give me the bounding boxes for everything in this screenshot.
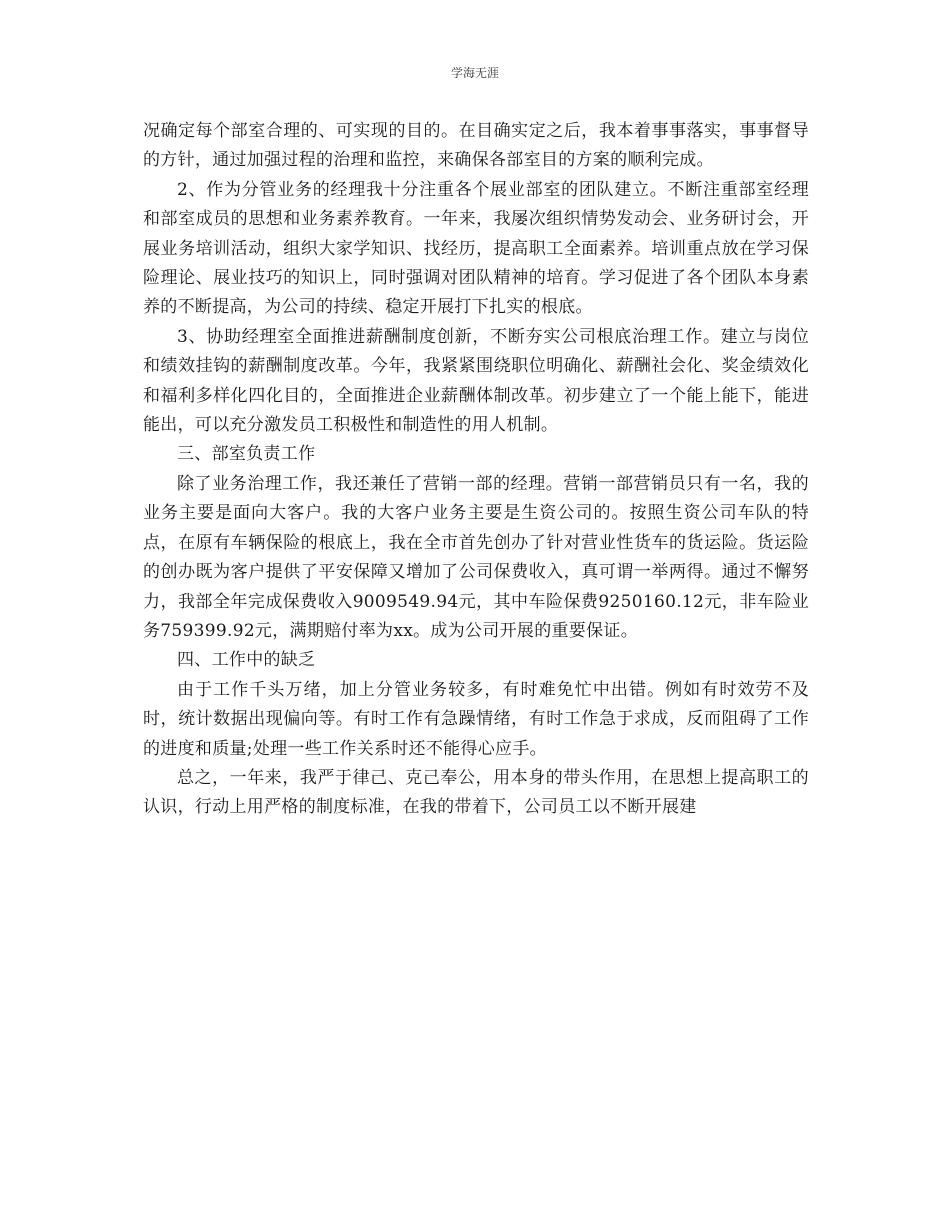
paragraph-1: 况确定每个部室合理的、可实现的目的。在目确实定之后，我本着事事落实，事事督导的方针，通过加强过程的治理和监控，来确保各部室目的方案的顺利完成。 [143,121,809,171]
section-heading-4: 四、工作中的缺乏 [177,650,316,671]
page-header-title: 学海无涯 [450,66,499,80]
document-body [143,117,809,823]
paragraph-5: 由于工作千头万绪，加上分管业务较多，有时难免忙中出错。例如有时效劳不及时，统计数据出现偏向等。有时工作有急躁情绪，有时工作急于求成，反而阻碍了工作的进度和质量;处理一些工作关系时还不能得心应手。 [143,679,809,759]
paragraph-4: 除了业务治理工作，我还兼任了营销一部的经理。营销一部营销员只有一名，我的业务主要是面向大客户。我的大客户业务主要是生资公司的。按照生资公司车队的特点，在原有车辆保险的根底上，我在全市首先创办了针对营业性货车的货运险。货运险的创办既为客户提供了平安保障又增加了公司保费收入，真可谓一举两得。通过不懈努力，我部全年完成保费收入9009549.94元，其中车险保费9250160.12元，非车险业务759399.92元，满期赔付率为xx。成为公司开展的重要保证。 [143,473,809,641]
paragraph-2: 2、作为分管业务的经理我十分注重各个展业部室的团队建立。不断注重部室经理和部室成员的思想和业务素养教育。一年来，我屡次组织情势发动会、业务研讨会，开展业务培训活动，组织大家学知识、找经历，提高职工全面素养。培训重点放在学习保险理论、展业技巧的知识上，同时强调对团队精神的培育。学习促进了各个团队本身素养的不断提高，为公司的持续、稳定开展打下扎实的根底。 [143,179,809,318]
paragraph-3: 3、协助经理室全面推进薪酬制度创新，不断夯实公司根底治理工作。建立与岗位和绩效挂钩的薪酬制度改革。今年，我紧紧围绕职位明确化、薪酬社会化、奖金绩效化和福利多样化四化目的，全面推进企业薪酬体制改革。初步建立了一个能上能下，能进能出，可以充分激发员工积极性和制造性的用人机制。 [143,326,809,436]
section-heading-3: 三、部室负责工作 [177,444,316,465]
paragraph-6: 总之，一年来，我严于律己、克己奉公，用本身的带头作用，在思想上提高职工的认识，行动上用严格的制度标准，在我的带着下，公司员工以不断开展建 [143,767,809,818]
